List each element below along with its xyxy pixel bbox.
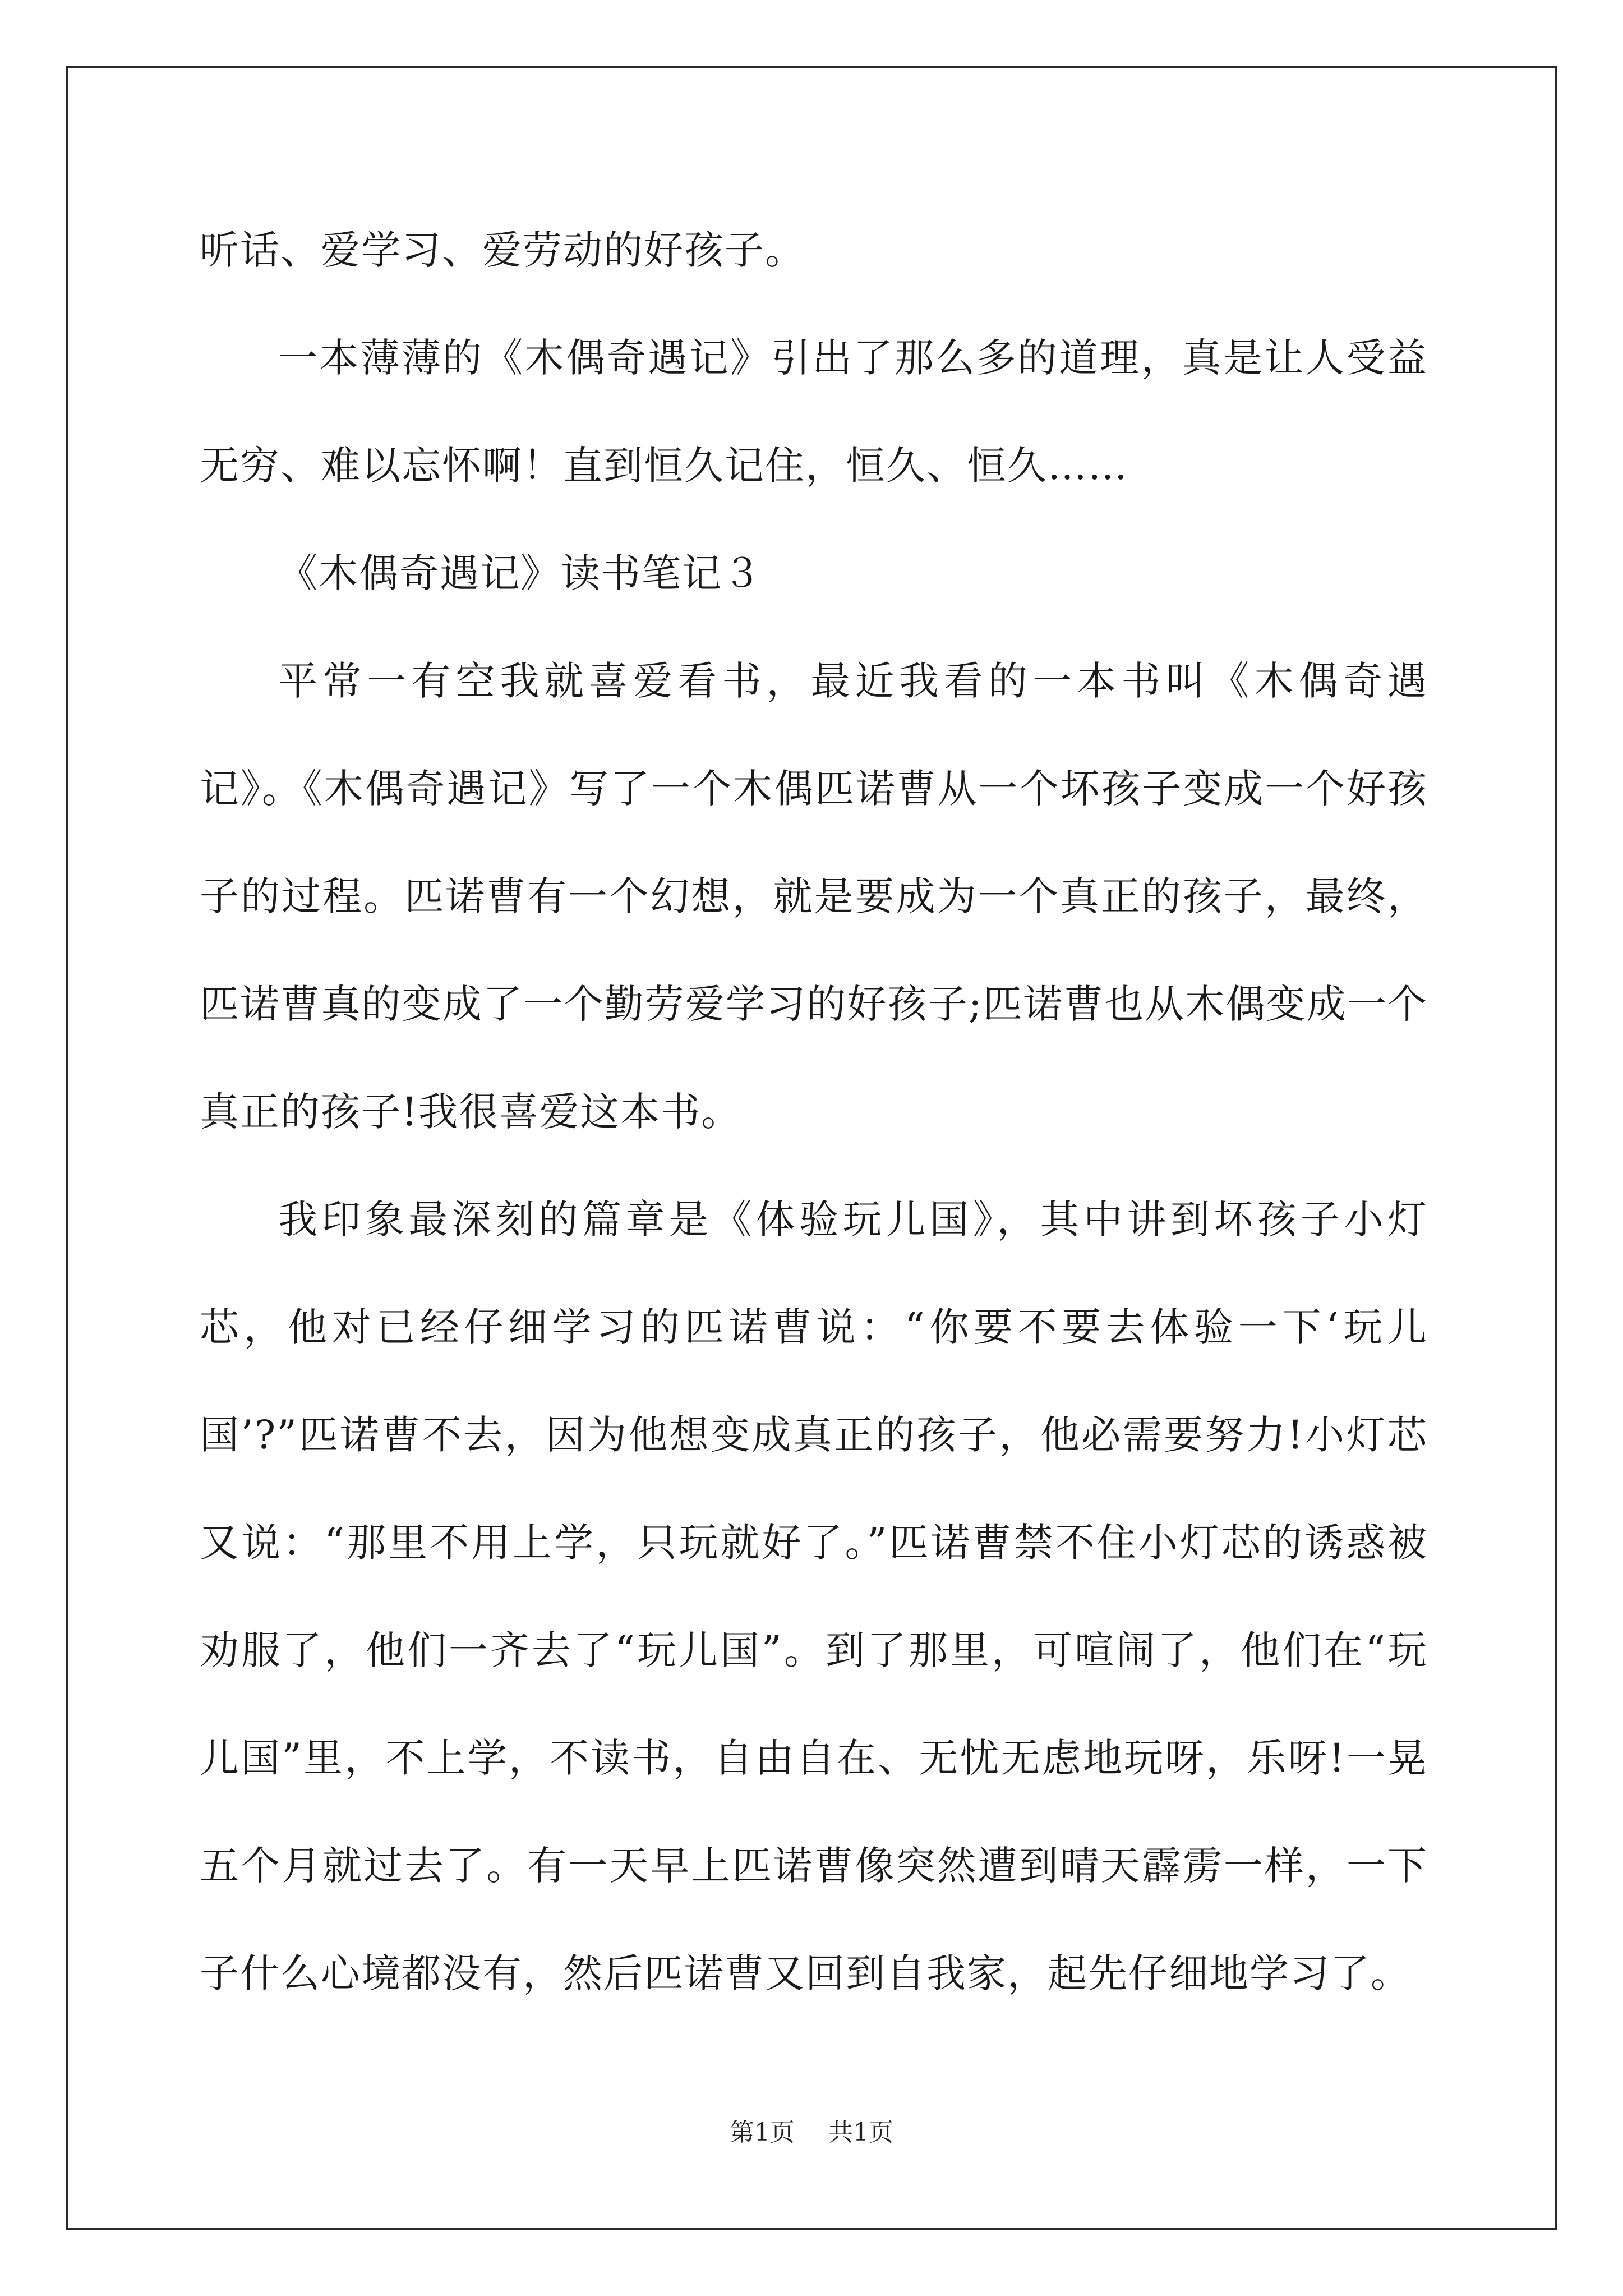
section-heading: 《木偶奇遇记》读书笔记３: [278, 550, 763, 596]
paragraph-3: 平常一有空我就喜爱看书，最近我看的一本书叫《木偶奇遇记》。《木偶奇遇记》写了一个木偶匹诺曹从一个坏孩子变成一个好孩子的过程。匹诺曹有一个幻想，就是要成为一个真正的孩子，最终，匹诺曹真的变成了一个勤劳爱学习的好孩子;匹诺曹也从木偶变成一个真正的孩子!我很喜爱这本书。: [200, 658, 1428, 1135]
paragraph-1: 听话、爱学习、爱劳动的好孩子。: [200, 227, 805, 273]
page-number-current: 第1页: [730, 2118, 795, 2147]
page-number-total: 共1页: [828, 2118, 893, 2147]
paragraph-4: 我印象最深刻的篇章是《体验玩儿国》，其中讲到坏孩子小灯芯，他对已经仔细学习的匹诺曹说：“你要不要去体验一下‘玩儿国’?”匹诺曹不去，因为他想变成真正的孩子，他必需要努力!小灯芯又说：“那里不用上学，只玩就好了。”匹诺曹禁不住小灯芯的诱惑被劝服了，他们一齐去了“玩儿国”。到了那里，可喧闹了，他们在“玩儿国”里，不上学，不读书，自由自在、无忧无虑地玩呀，乐呀!一晃五个月就过去了。有一天早上匹诺曹像突然遭到晴天霹雳一样，一下子什么心境都没有，然后匹诺曹又回到自我家，起先仔细地学习了。: [200, 1197, 1428, 1996]
paragraph-2: 一本薄薄的《木偶奇遇记》引出了那么多的道理，真是让人受益无穷、难以忘怀啊！直到恒久记住，恒久、恒久……: [200, 335, 1428, 489]
page-footer: [0, 2116, 1623, 2150]
document-body: [200, 196, 1428, 2027]
